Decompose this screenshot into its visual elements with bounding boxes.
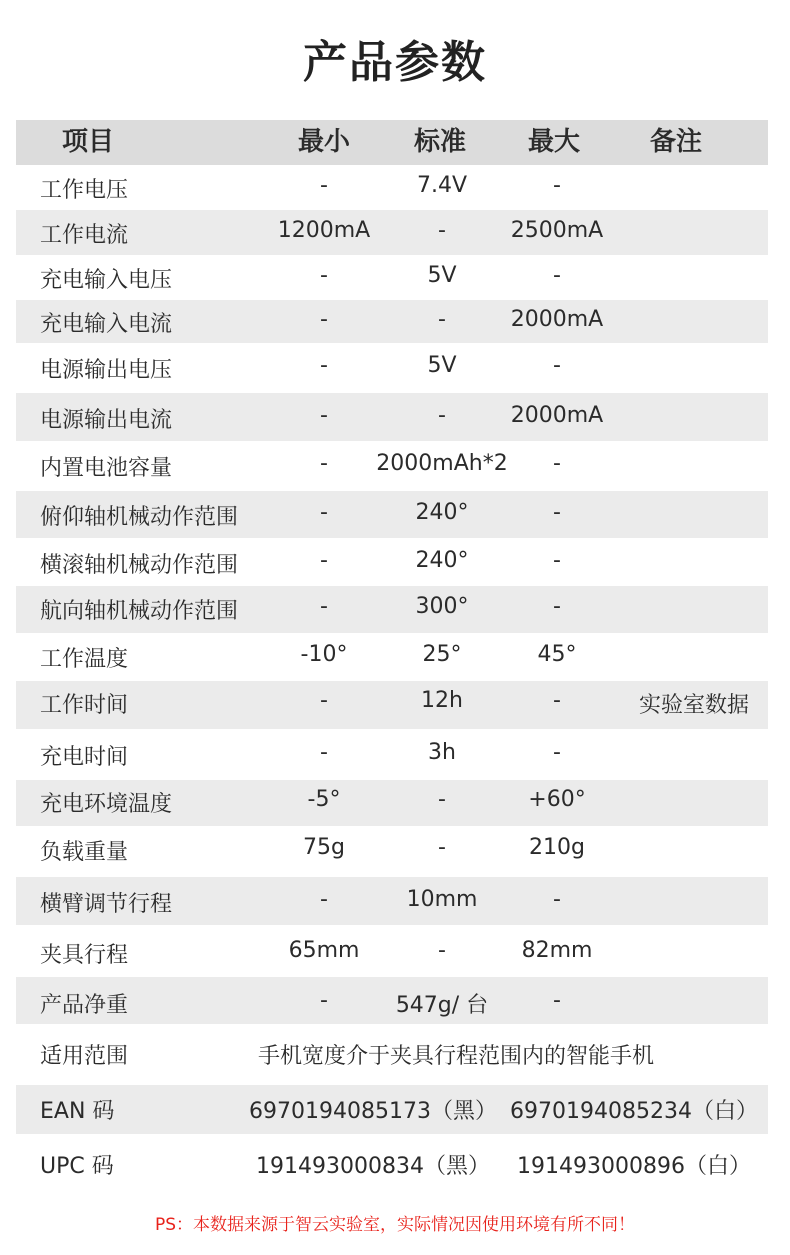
header-standard: 标准 <box>413 127 467 157</box>
row-item-name: 电源输出电压 <box>40 358 173 383</box>
row-min-value: - <box>320 500 328 525</box>
table-row <box>16 491 768 538</box>
row-max-value: - <box>553 688 561 713</box>
table-row <box>16 877 768 925</box>
row-item-name: 充电输入电压 <box>40 268 173 293</box>
row-standard-value: 300° <box>415 594 469 619</box>
row-item-name: 横滚轴机械动作范围 <box>40 553 239 578</box>
row-item-name: 工作时间 <box>40 693 129 718</box>
row-standard-value: - <box>438 218 446 243</box>
ean-label: EAN 码 <box>40 1099 115 1124</box>
row-min-value: - <box>320 740 328 765</box>
row-max-value: - <box>553 451 561 476</box>
table-row <box>16 300 768 343</box>
row-standard-value: 12h <box>421 688 463 713</box>
row-min-value: - <box>320 594 328 619</box>
row-standard-value: 10mm <box>406 887 478 912</box>
row-min-value: - <box>320 887 328 912</box>
row-max-value: - <box>553 173 561 198</box>
row-standard-value: 240° <box>415 548 469 573</box>
row-max-value: - <box>553 740 561 765</box>
row-standard-value: 7.4V <box>416 173 468 198</box>
row-max-value: 82mm <box>521 938 593 963</box>
row-standard-value: - <box>438 938 446 963</box>
row-item-name: 工作电压 <box>40 178 129 203</box>
applicable-value: 手机宽度介于夹具行程范围内的智能手机 <box>257 1044 655 1069</box>
table-row <box>16 729 768 780</box>
row-max-value: 2000mA <box>510 403 604 428</box>
upc-row <box>16 1134 768 1194</box>
row-max-value: 2500mA <box>510 218 604 243</box>
ean-black-code: 6970194085173（黑） <box>249 1099 497 1124</box>
row-item-name: 内置电池容量 <box>40 456 173 481</box>
row-min-value: 65mm <box>288 938 360 963</box>
row-min-value: - <box>320 263 328 288</box>
row-min-value: - <box>320 548 328 573</box>
row-standard-value: 2000mAh*2 <box>376 451 508 476</box>
row-standard-value: 547g/ 台 <box>395 993 489 1018</box>
row-max-value: - <box>553 500 561 525</box>
table-row <box>16 826 768 877</box>
upc-black-code: 191493000834（黑） <box>256 1154 490 1179</box>
header-max: 最大 <box>527 127 581 157</box>
table-row <box>16 165 768 210</box>
table-header <box>16 120 768 165</box>
table-row <box>16 780 768 826</box>
row-standard-value: - <box>438 307 446 332</box>
row-max-value: 210g <box>529 835 585 860</box>
row-item-name: 电源输出电流 <box>40 408 173 433</box>
row-item-name: 工作电流 <box>40 223 129 248</box>
row-max-value: 2000mA <box>510 307 604 332</box>
row-min-value: - <box>320 988 328 1013</box>
row-max-value: - <box>553 594 561 619</box>
row-standard-value: 5V <box>427 263 457 288</box>
row-max-value: - <box>553 988 561 1013</box>
row-max-value: - <box>553 887 561 912</box>
page-title: 产品参数 <box>303 37 487 88</box>
row-max-value: - <box>553 353 561 378</box>
ean-white-code: 6970194085234（白） <box>510 1099 758 1124</box>
row-min-value: 1200mA <box>277 218 371 243</box>
table-row <box>16 393 768 441</box>
row-min-value: - <box>320 173 328 198</box>
table-row <box>16 633 768 681</box>
row-max-value: +60° <box>528 787 586 812</box>
row-min-value: 75g <box>303 835 345 860</box>
row-item-name: 俯仰轴机械动作范围 <box>40 505 239 530</box>
table-row <box>16 586 768 633</box>
table-row <box>16 977 768 1024</box>
header-min: 最小 <box>297 127 351 157</box>
table-row <box>16 255 768 300</box>
row-min-value: - <box>320 451 328 476</box>
row-max-value: - <box>553 263 561 288</box>
table-row <box>16 210 768 255</box>
table-row <box>16 538 768 586</box>
ean-row <box>16 1085 768 1134</box>
row-standard-value: 25° <box>422 642 462 667</box>
row-min-value: - <box>320 353 328 378</box>
row-item-name: 充电输入电流 <box>40 312 173 337</box>
spec-table <box>16 120 768 1194</box>
row-standard-value: - <box>438 835 446 860</box>
applicable-label: 适用范围 <box>40 1044 129 1069</box>
table-row <box>16 681 768 729</box>
table-row <box>16 343 768 393</box>
applicable-row <box>16 1024 768 1085</box>
row-item-name: 充电环境温度 <box>40 792 173 817</box>
row-standard-value: 240° <box>415 500 469 525</box>
upc-white-code: 191493000896（白） <box>517 1154 751 1179</box>
row-min-value: -10° <box>300 642 348 667</box>
row-standard-value: 5V <box>427 353 457 378</box>
row-standard-value: - <box>438 787 446 812</box>
footnote: PS：本数据来源于智云实验室，实际情况因使用环境有所不同！ <box>154 1215 636 1235</box>
row-standard-value: 3h <box>428 740 456 765</box>
row-min-value: - <box>320 307 328 332</box>
header-note: 备注 <box>649 127 703 157</box>
row-max-value: - <box>553 548 561 573</box>
row-item-name: 充电时间 <box>40 745 129 770</box>
table-row <box>16 441 768 491</box>
row-note: 实验室数据 <box>638 693 750 718</box>
row-item-name: 工作温度 <box>40 647 129 672</box>
row-item-name: 夹具行程 <box>40 943 129 968</box>
row-min-value: - <box>320 688 328 713</box>
row-item-name: 产品净重 <box>40 993 129 1018</box>
upc-label: UPC 码 <box>40 1154 114 1179</box>
table-row <box>16 925 768 977</box>
row-standard-value: - <box>438 403 446 428</box>
row-min-value: -5° <box>307 787 341 812</box>
row-item-name: 航向轴机械动作范围 <box>40 599 239 624</box>
row-item-name: 负载重量 <box>40 840 129 865</box>
row-max-value: 45° <box>537 642 577 667</box>
row-item-name: 横臂调节行程 <box>40 892 173 917</box>
table-body <box>16 165 768 1194</box>
row-min-value: - <box>320 403 328 428</box>
header-item: 项目 <box>62 127 115 157</box>
